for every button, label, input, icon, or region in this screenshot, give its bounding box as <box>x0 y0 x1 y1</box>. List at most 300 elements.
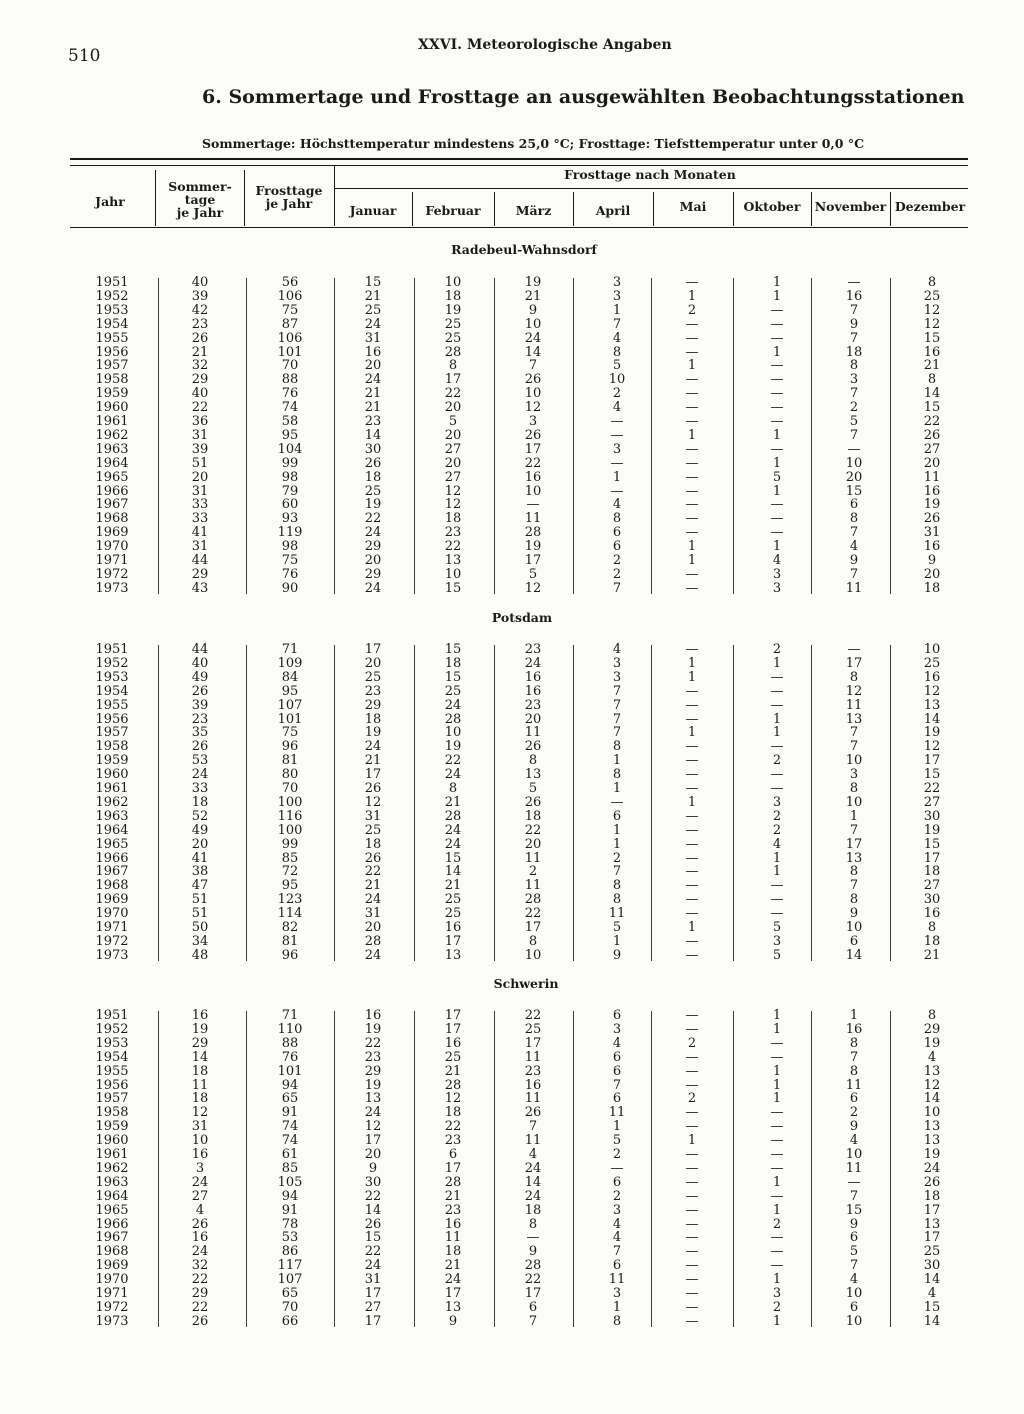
cell-april: 2 <box>612 553 622 568</box>
cell-dezember: 18 <box>923 1188 941 1204</box>
cell-mai: — <box>685 1230 699 1246</box>
cell-oktober: 3 <box>772 1286 782 1301</box>
table-row <box>0 1120 1024 1134</box>
cell-sommertage: 47 <box>191 878 209 894</box>
cell-jahr: 1962 <box>95 794 129 810</box>
cell-frosttage: 105 <box>277 1174 303 1190</box>
column-header-maerz: März <box>515 203 552 218</box>
cell-mai: — <box>685 316 699 332</box>
cell-frosttage: 76 <box>281 386 299 402</box>
cell-februar: 8 <box>448 358 458 374</box>
column-header-januar: Januar <box>349 203 397 218</box>
cell-dezember: 22 <box>923 414 941 429</box>
cell-maerz: 23 <box>524 1063 542 1079</box>
cell-mai: — <box>685 808 699 824</box>
cell-april: 6 <box>612 1174 622 1190</box>
cell-frosttage: 66 <box>281 1313 299 1329</box>
cell-januar: 25 <box>364 822 382 838</box>
cell-jahr: 1956 <box>95 344 129 360</box>
cell-november: 6 <box>849 1230 859 1246</box>
cell-april: 4 <box>612 330 622 346</box>
cell-mai: — <box>685 1063 699 1079</box>
cell-sommertage: 33 <box>191 781 209 796</box>
cell-november: 15 <box>845 1202 863 1218</box>
cell-dezember: 13 <box>923 697 941 713</box>
cell-januar: 25 <box>364 302 382 318</box>
cell-maerz: 17 <box>524 1035 542 1051</box>
cell-maerz: 19 <box>524 539 542 555</box>
cell-jahr: 1972 <box>95 933 129 949</box>
cell-sommertage: 22 <box>191 400 209 416</box>
cell-januar: 26 <box>364 1216 382 1232</box>
cell-april: 6 <box>612 539 622 555</box>
cell-oktober: — <box>770 1049 784 1065</box>
cell-februar: 21 <box>444 1188 462 1204</box>
cell-november: 10 <box>845 1286 863 1301</box>
cell-frosttage: 53 <box>281 1230 299 1246</box>
cell-april: 2 <box>612 1188 622 1204</box>
cell-jahr: 1967 <box>95 864 129 880</box>
cell-mai: 2 <box>687 302 697 318</box>
cell-februar: 11 <box>444 1230 462 1246</box>
cell-januar: 17 <box>364 1313 382 1329</box>
table-row <box>0 276 1024 290</box>
cell-november: — <box>847 275 861 290</box>
cell-mai: — <box>685 497 699 513</box>
cell-januar: 22 <box>364 1244 382 1260</box>
cell-oktober: 1 <box>772 539 782 555</box>
cell-april: 4 <box>612 1230 622 1246</box>
cell-maerz: 18 <box>524 1202 542 1218</box>
table-row <box>0 568 1024 582</box>
cell-mai: 1 <box>687 1133 697 1149</box>
cell-sommertage: 31 <box>191 1119 209 1135</box>
cell-april: 11 <box>608 1272 626 1288</box>
cell-april: 7 <box>612 316 622 332</box>
cell-april: — <box>610 794 624 810</box>
table-row <box>0 1065 1024 1079</box>
table-row <box>0 796 1024 810</box>
cell-sommertage: 39 <box>191 697 209 713</box>
cell-november: 6 <box>849 1299 859 1315</box>
cell-oktober: 2 <box>772 808 782 824</box>
table-row <box>0 1148 1024 1162</box>
cell-frosttage: 76 <box>281 1049 299 1065</box>
cell-sommertage: 26 <box>191 330 209 346</box>
cell-november: 5 <box>849 414 859 429</box>
table-row <box>0 1301 1024 1315</box>
table-row <box>0 643 1024 657</box>
cell-oktober: — <box>770 1035 784 1051</box>
cell-oktober: 2 <box>772 1216 782 1232</box>
table-row <box>0 1273 1024 1287</box>
cell-maerz: 9 <box>528 1244 538 1260</box>
cell-november: 9 <box>849 316 859 332</box>
header-divider <box>811 192 812 226</box>
cell-oktober: 5 <box>772 947 782 963</box>
cell-dezember: 14 <box>923 1091 941 1107</box>
cell-mai: — <box>685 455 699 471</box>
cell-frosttage: 94 <box>281 1188 299 1204</box>
cell-januar: 24 <box>364 739 382 755</box>
cell-mai: — <box>685 1021 699 1037</box>
cell-februar: 28 <box>444 344 462 360</box>
table-row <box>0 429 1024 443</box>
cell-oktober: 1 <box>772 711 782 727</box>
cell-sommertage: 12 <box>191 1105 209 1121</box>
cell-frosttage: 76 <box>281 566 299 582</box>
cell-april: 10 <box>608 372 626 388</box>
cell-januar: 17 <box>364 1286 382 1301</box>
cell-januar: 16 <box>364 344 382 360</box>
cell-frosttage: 74 <box>281 1133 299 1149</box>
cell-april: — <box>610 427 624 443</box>
cell-mai: — <box>685 906 699 922</box>
cell-dezember: 12 <box>923 302 941 318</box>
table-top-rule-thin <box>70 165 968 166</box>
cell-mai: — <box>685 1049 699 1065</box>
cell-februar: 24 <box>444 836 462 852</box>
cell-oktober: — <box>770 1230 784 1246</box>
cell-februar: 21 <box>444 1258 462 1274</box>
cell-frosttage: 75 <box>281 302 299 318</box>
cell-jahr: 1952 <box>95 1021 129 1037</box>
cell-sommertage: 48 <box>191 947 209 963</box>
cell-mai: — <box>685 850 699 866</box>
cell-dezember: 16 <box>923 483 941 499</box>
cell-sommertage: 29 <box>191 372 209 388</box>
cell-november: 20 <box>845 469 863 485</box>
cell-januar: 12 <box>364 1119 382 1135</box>
cell-oktober: 1 <box>772 864 782 880</box>
cell-oktober: 3 <box>772 580 782 596</box>
cell-frosttage: 101 <box>277 344 303 360</box>
cell-november: 8 <box>849 892 859 908</box>
cell-februar: 23 <box>444 525 462 541</box>
cell-februar: 25 <box>444 1049 462 1065</box>
table-row <box>0 685 1024 699</box>
cell-mai: — <box>685 441 699 457</box>
cell-maerz: 8 <box>528 753 538 769</box>
cell-sommertage: 40 <box>191 275 209 290</box>
cell-sommertage: 27 <box>191 1188 209 1204</box>
cell-dezember: 15 <box>923 330 941 346</box>
cell-januar: 20 <box>364 920 382 935</box>
cell-jahr: 1970 <box>95 906 129 922</box>
cell-frosttage: 79 <box>281 483 299 499</box>
cell-dezember: 13 <box>923 1119 941 1135</box>
cell-sommertage: 18 <box>191 794 209 810</box>
cell-mai: 2 <box>687 1091 697 1107</box>
cell-mai: — <box>685 697 699 713</box>
cell-sommertage: 44 <box>191 642 209 657</box>
cell-sommertage: 29 <box>191 566 209 582</box>
table-row <box>0 290 1024 304</box>
cell-dezember: 29 <box>923 1021 941 1037</box>
cell-frosttage: 99 <box>281 455 299 471</box>
cell-februar: 15 <box>444 669 462 685</box>
cell-november: 2 <box>849 1105 859 1121</box>
cell-mai: — <box>685 344 699 360</box>
cell-januar: 31 <box>364 906 382 922</box>
cell-januar: 21 <box>364 288 382 304</box>
station-name-text: Potsdam <box>491 610 553 625</box>
cell-november: 8 <box>849 864 859 880</box>
cell-april: 3 <box>612 1202 622 1218</box>
cell-oktober: 2 <box>772 1299 782 1315</box>
cell-januar: 31 <box>364 808 382 824</box>
cell-april: 5 <box>612 358 622 374</box>
cell-frosttage: 91 <box>281 1105 299 1121</box>
cell-februar: 20 <box>444 427 462 443</box>
cell-februar: 16 <box>444 1035 462 1051</box>
cell-jahr: 1960 <box>95 767 129 783</box>
cell-november: 12 <box>845 683 863 699</box>
cell-sommertage: 26 <box>191 683 209 699</box>
cell-mai: — <box>685 947 699 963</box>
cell-maerz: 28 <box>524 1258 542 1274</box>
cell-dezember: 8 <box>927 372 937 388</box>
cell-november: 7 <box>849 566 859 582</box>
cell-sommertage: 21 <box>191 344 209 360</box>
table-row <box>0 1190 1024 1204</box>
cell-frosttage: 58 <box>281 414 299 429</box>
cell-dezember: 24 <box>923 1160 941 1176</box>
cell-mai: — <box>685 386 699 402</box>
cell-frosttage: 119 <box>277 525 303 541</box>
table-row <box>0 582 1024 596</box>
cell-jahr: 1969 <box>95 1258 129 1274</box>
cell-januar: 21 <box>364 386 382 402</box>
cell-jahr: 1958 <box>95 1105 129 1121</box>
cell-dezember: 16 <box>923 906 941 922</box>
cell-mai: — <box>685 1202 699 1218</box>
cell-frosttage: 95 <box>281 878 299 894</box>
table-row <box>0 810 1024 824</box>
cell-mai: — <box>685 836 699 852</box>
column-header-november: November <box>814 199 887 214</box>
cell-oktober: 1 <box>772 1202 782 1218</box>
cell-februar: 18 <box>444 511 462 527</box>
cell-mai: — <box>685 753 699 769</box>
cell-november: 7 <box>849 739 859 755</box>
cell-mai: — <box>685 683 699 699</box>
cell-februar: 17 <box>444 1160 462 1176</box>
cell-frosttage: 82 <box>281 920 299 935</box>
cell-oktober: — <box>770 1119 784 1135</box>
table-row <box>0 1287 1024 1301</box>
cell-januar: 30 <box>364 1174 382 1190</box>
cell-april: 3 <box>612 655 622 671</box>
cell-oktober: 1 <box>772 725 782 741</box>
cell-mai: — <box>685 1008 699 1023</box>
cell-mai: — <box>685 1313 699 1329</box>
cell-januar: 28 <box>364 933 382 949</box>
cell-jahr: 1961 <box>95 414 129 429</box>
cell-sommertage: 39 <box>191 441 209 457</box>
cell-mai: 1 <box>687 794 697 810</box>
table-row <box>0 1231 1024 1245</box>
cell-dezember: 14 <box>923 1272 941 1288</box>
header-divider <box>155 170 156 226</box>
cell-frosttage: 116 <box>277 808 303 824</box>
cell-maerz: 22 <box>524 906 542 922</box>
table-row <box>0 373 1024 387</box>
cell-april: 7 <box>612 1077 622 1093</box>
cell-jahr: 1969 <box>95 892 129 908</box>
cell-frosttage: 71 <box>281 1008 299 1023</box>
cell-mai: 1 <box>687 427 697 443</box>
cell-frosttage: 104 <box>277 441 303 457</box>
cell-januar: 9 <box>368 1160 378 1176</box>
cell-april: 8 <box>612 739 622 755</box>
cell-november: 7 <box>849 1188 859 1204</box>
cell-dezember: 8 <box>927 1008 937 1023</box>
cell-februar: 23 <box>444 1133 462 1149</box>
cell-januar: 12 <box>364 794 382 810</box>
table-row <box>0 498 1024 512</box>
cell-mai: — <box>685 781 699 796</box>
month-group-rule <box>334 188 968 189</box>
cell-sommertage: 44 <box>191 553 209 568</box>
cell-frosttage: 91 <box>281 1202 299 1218</box>
cell-november: 7 <box>849 427 859 443</box>
page-title: 6. Sommertage und Frosttage an ausgewählten Beobachtungsstationen <box>202 86 965 108</box>
cell-oktober: — <box>770 697 784 713</box>
cell-februar: 18 <box>444 1244 462 1260</box>
cell-februar: 22 <box>444 539 462 555</box>
cell-mai: — <box>685 642 699 657</box>
cell-jahr: 1967 <box>95 1230 129 1246</box>
cell-maerz: 5 <box>528 566 538 582</box>
cell-maerz: 6 <box>528 1299 538 1315</box>
table-row <box>0 1037 1024 1051</box>
cell-november: 6 <box>849 933 859 949</box>
cell-jahr: 1968 <box>95 1244 129 1260</box>
column-header-frosttage <box>248 184 330 210</box>
cell-maerz: 12 <box>524 400 542 416</box>
cell-sommertage: 40 <box>191 386 209 402</box>
cell-maerz: 10 <box>524 947 542 963</box>
cell-februar: 13 <box>444 553 462 568</box>
cell-februar: 14 <box>444 864 462 880</box>
cell-sommertage: 39 <box>191 288 209 304</box>
cell-april: 3 <box>612 275 622 290</box>
cell-april: 4 <box>612 1216 622 1232</box>
cell-maerz: 8 <box>528 1216 538 1232</box>
cell-februar: 17 <box>444 933 462 949</box>
cell-februar: 19 <box>444 302 462 318</box>
cell-maerz: 26 <box>524 739 542 755</box>
cell-januar: 18 <box>364 469 382 485</box>
cell-frosttage: 98 <box>281 469 299 485</box>
cell-maerz: 11 <box>524 850 542 866</box>
cell-frosttage: 87 <box>281 316 299 332</box>
cell-januar: 17 <box>364 642 382 657</box>
cell-januar: 23 <box>364 683 382 699</box>
cell-frosttage: 70 <box>281 1299 299 1315</box>
cell-jahr: 1951 <box>95 275 129 290</box>
cell-jahr: 1965 <box>95 1202 129 1218</box>
cell-februar: 25 <box>444 316 462 332</box>
cell-oktober: — <box>770 316 784 332</box>
cell-november: 3 <box>849 767 859 783</box>
cell-dezember: 18 <box>923 580 941 596</box>
table-row <box>0 415 1024 429</box>
cell-maerz: 24 <box>524 330 542 346</box>
table-row <box>0 1204 1024 1218</box>
cell-mai: — <box>685 414 699 429</box>
table-row <box>0 457 1024 471</box>
cell-februar: 21 <box>444 878 462 894</box>
cell-dezember: 16 <box>923 539 941 555</box>
cell-februar: 8 <box>448 781 458 796</box>
cell-jahr: 1955 <box>95 1063 129 1079</box>
cell-maerz: 25 <box>524 1021 542 1037</box>
column-header-line: Sommer- <box>168 179 232 194</box>
cell-oktober: 1 <box>772 344 782 360</box>
cell-november: 10 <box>845 753 863 769</box>
table-row <box>0 346 1024 360</box>
cell-maerz: 19 <box>524 275 542 290</box>
cell-dezember: 19 <box>923 1035 941 1051</box>
cell-november: 10 <box>845 455 863 471</box>
cell-februar: 25 <box>444 683 462 699</box>
cell-oktober: 3 <box>772 794 782 810</box>
cell-januar: 18 <box>364 836 382 852</box>
cell-april: 4 <box>612 642 622 657</box>
cell-januar: 19 <box>364 497 382 513</box>
cell-sommertage: 20 <box>191 836 209 852</box>
cell-mai: 1 <box>687 725 697 741</box>
cell-jahr: 1954 <box>95 316 129 332</box>
cell-februar: 27 <box>444 469 462 485</box>
cell-oktober: 1 <box>772 483 782 499</box>
cell-januar: 18 <box>364 711 382 727</box>
cell-maerz: 28 <box>524 892 542 908</box>
cell-frosttage: 95 <box>281 683 299 699</box>
cell-frosttage: 98 <box>281 539 299 555</box>
cell-oktober: — <box>770 1147 784 1162</box>
cell-dezember: 25 <box>923 655 941 671</box>
cell-frosttage: 109 <box>277 655 303 671</box>
column-header-line: je Jahr <box>176 205 224 220</box>
table-row <box>0 1218 1024 1232</box>
cell-mai: — <box>685 933 699 949</box>
cell-maerz: 16 <box>524 469 542 485</box>
table-row <box>0 949 1024 963</box>
cell-november: 11 <box>845 580 863 596</box>
table-row <box>0 1106 1024 1120</box>
cell-februar: 25 <box>444 330 462 346</box>
cell-dezember: 19 <box>923 822 941 838</box>
cell-sommertage: 16 <box>191 1230 209 1246</box>
cell-jahr: 1957 <box>95 358 129 374</box>
cell-april: 8 <box>612 511 622 527</box>
cell-frosttage: 106 <box>277 330 303 346</box>
table-row <box>0 471 1024 485</box>
cell-april: 2 <box>612 850 622 866</box>
cell-februar: 10 <box>444 566 462 582</box>
cell-maerz: 20 <box>524 711 542 727</box>
cell-sommertage: 11 <box>191 1077 209 1093</box>
cell-april: 6 <box>612 1008 622 1023</box>
cell-november: 16 <box>845 1021 863 1037</box>
cell-jahr: 1954 <box>95 683 129 699</box>
cell-jahr: 1968 <box>95 511 129 527</box>
cell-jahr: 1955 <box>95 697 129 713</box>
cell-januar: 31 <box>364 1272 382 1288</box>
